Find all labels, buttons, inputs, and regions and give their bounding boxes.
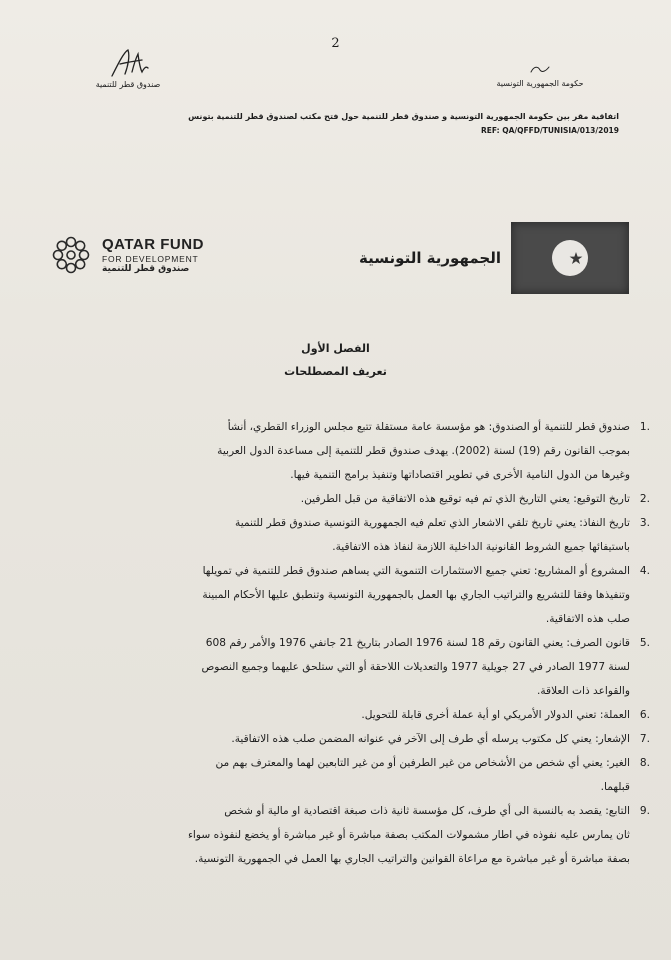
item-line: الغير: يعني أي شخص من الأشخاص من غير الطرفين أو من غير التابعين لهما والمعترف بهم من <box>215 757 630 769</box>
item-number: 7. <box>639 733 650 745</box>
left-signature-caption: صندوق قطر للتنمية <box>95 80 161 89</box>
country-name: الجمهورية التونسية <box>359 249 501 267</box>
item-line: تاريخ النفاذ: يعني تاريخ تلقي الاشعار الذي تعلم فيه الجمهورية التونسية صندوق قطر للتنمية <box>235 517 630 529</box>
item-line: صندوق قطر للتنمية أو الصندوق: هو مؤسسة عامة مستقلة تتبع مجلس الوزراء القطري، أنشأ <box>227 421 630 433</box>
definition-item <box>34 559 650 631</box>
item-line: ثان يمارس عليه نفوذه في اطار مشمولات المكتب بصفة مباشرة أو غير مباشرة أو يخضع لنفوذه سواء <box>187 829 630 841</box>
item-number: 1. <box>639 421 650 433</box>
item-line: صلب هذه الاتفاقية. <box>545 613 630 625</box>
item-line: العملة: تعني الدولار الأمريكي او أية عملة أخرى قابلة للتحويل. <box>361 709 630 721</box>
definition-item <box>34 487 650 511</box>
reference-code: REF: QA/QFFD/TUNISIA/013/2019 <box>480 126 619 135</box>
tunisia-signature-block <box>465 60 615 88</box>
item-line: بصفة مباشرة أو غير مباشرة مع مراعاة القوانين والتراتيب الجاري بها العمل في الجمهورية التونسية. <box>194 853 630 865</box>
item-line: بموجب القانون رقم (19) لسنة (2002). يهدف صندوق قطر للتنمية إلى مساعدة الدول العربية <box>217 445 630 457</box>
definition-item <box>34 727 650 751</box>
tunisia-flag-icon <box>511 222 629 294</box>
item-number: 3. <box>639 517 650 529</box>
definition-item <box>34 631 650 703</box>
item-line: وتنفيذها وفقا للتشريع والتراتيب الجاري بها العمل بالجمهورية التونسية وتنطبق عليها الأحكام المبينة <box>202 589 630 601</box>
item-number: 9. <box>639 805 650 817</box>
item-number: 6. <box>639 709 650 721</box>
handwritten-signature-icon <box>98 46 158 80</box>
item-number: 5. <box>639 637 650 649</box>
definition-item <box>34 751 650 799</box>
qfd-signature-block <box>68 46 188 89</box>
item-number: 8. <box>639 757 650 769</box>
definition-item <box>34 511 650 559</box>
definition-item <box>34 799 650 871</box>
item-line: التابع: يقصد به بالنسبة الى أي طرف، كل مؤسسة ثانية ذات صبغة اقتصادية او مالية أو شخص <box>224 805 630 817</box>
logo-title: QATAR FUND <box>102 236 204 253</box>
item-number: 4. <box>639 565 650 577</box>
tunisia-header <box>359 222 629 294</box>
definition-item <box>34 703 650 727</box>
chapter-subtitle: تعريف المصطلحات <box>284 365 387 378</box>
item-number: 2. <box>639 493 650 505</box>
qatar-fund-logo <box>48 232 204 278</box>
initials-signature-icon <box>525 63 555 75</box>
agreement-reference-block <box>79 112 619 135</box>
chapter-heading <box>0 342 671 378</box>
item-line: قبلهما. <box>600 781 630 793</box>
page-number: 2 <box>331 36 340 51</box>
item-line: والقواعد ذات العلاقة. <box>536 685 630 697</box>
qfd-emblem-icon <box>48 232 94 278</box>
logo-arabic-name: صندوق قطر للتنمية <box>102 264 190 274</box>
item-line: قانون الصرف: يعني القانون رقم 18 لسنة 1976 الصادر بتاريخ 21 جانفي 1976 والأمر رقم 608 <box>205 637 630 649</box>
item-line: باستيفائها جميع الشروط القانونية الداخلية اللازمة لنفاذ هذه الاتفاقية. <box>332 541 630 553</box>
definitions-list <box>34 415 650 871</box>
item-line: وغيرها من الدول النامية الأخرى في تطوير اقتصاداتها وتنفيذ برامج التنمية فيها. <box>290 469 630 481</box>
agreement-title: اتفاقية مقر بين حكومة الجمهورية التونسية و صندوق قطر للتنمية حول فتح مكتب لصندوق قطر للتنمية بتونس <box>188 112 619 121</box>
item-line: المشروع أو المشاريع: تعني جميع الاستثمارات التنموية التي يساهم صندوق قطر للتنمية في تمويلها <box>202 565 630 577</box>
right-signature-caption: حكومة الجمهورية التونسية <box>496 79 584 88</box>
logo-subtitle: FOR DEVELOPMENT <box>102 254 199 264</box>
chapter-title: الفصل الأول <box>301 342 370 355</box>
item-line: تاريخ التوقيع: يعني التاريخ الذي تم فيه توقيع هذه الاتفاقية من قبل الطرفين. <box>300 493 630 505</box>
item-line: الإشعار: يعني كل مكتوب يرسله أي طرف إلى الآخر في عنوانه المضمن صلب هذه الاتفاقية. <box>231 733 630 745</box>
item-line: لسنة 1977 الصادر في 27 جويلية 1977 والتعديلات اللاحقة أو التي ستلحق عليهما وجميع النصوص <box>201 661 630 673</box>
definition-item <box>34 415 650 487</box>
